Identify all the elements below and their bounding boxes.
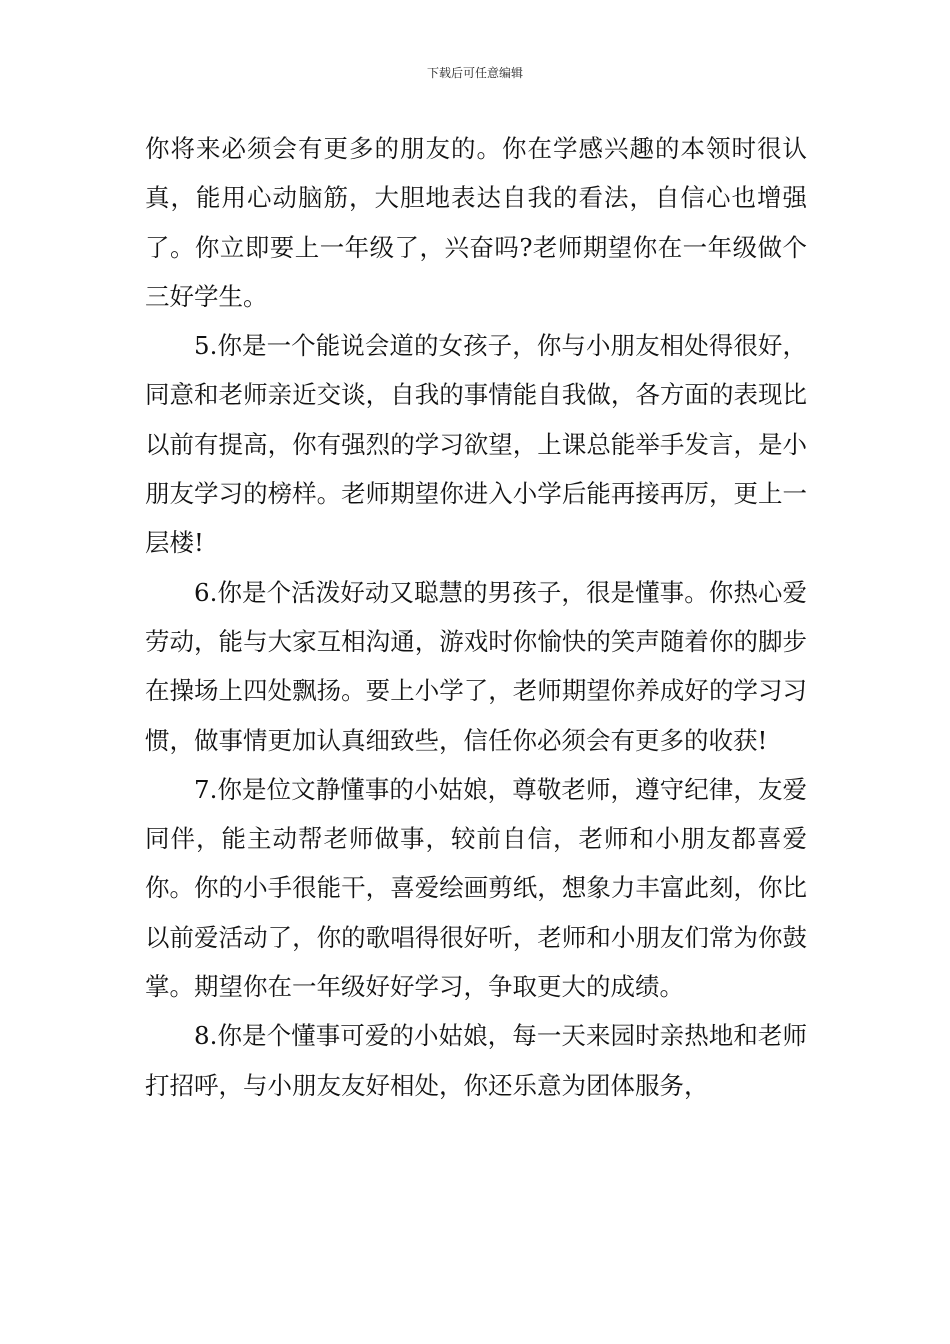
- page-header: 下载后可任意编辑: [426, 66, 523, 80]
- paragraph-item-5: 5.你是一个能说会道的女孩子，你与小朋友相处得很好，同意和老师亲近交谈，自我的事情能自我做，各方面的表现比以前有提高，你有强烈的学习欲望，上课总能举手发言，是小朋友学习的榜样。老师期望你进入小学后能再接再厉，更上一层楼!: [145, 331, 807, 558]
- paragraph-item-8: 8.你是个懂事可爱的小姑娘，每一天来园时亲热地和老师打招呼，与小朋友友好相处，你还乐意为团体服务，: [145, 1021, 807, 1100]
- paragraph-continuation: 你将来必须会有更多的朋友的。你在学感兴趣的本领时很认真，能用心动脑筋，大胆地表达自我的看法，自信心也增强了。你立即要上一年级了，兴奋吗?老师期望你在一年级做个三好学生。: [145, 134, 807, 311]
- paragraph-item-6: 6.你是个活泼好动又聪慧的男孩子，很是懂事。你热心爱劳动，能与大家互相沟通，游戏时你愉快的笑声随着你的脚步在操场上四处飘扬。要上小学了，老师期望你养成好的学习习惯，做事情更加认真细致些，信任你必须会有更多的收获!: [145, 577, 807, 755]
- document-body: [145, 124, 807, 1110]
- paragraph-item-7: 7.你是位文静懂事的小姑娘，尊敬老师，遵守纪律，友爱同伴，能主动帮老师做事，较前自信，老师和小朋友都喜爱你。你的小手很能干，喜爱绘画剪纸，想象力丰富此刻，你比以前爱活动了，你的歌唱得很好听，老师和小朋友们常为你鼓掌。期望你在一年级好好学习，争取更大的成绩。: [145, 774, 807, 1002]
